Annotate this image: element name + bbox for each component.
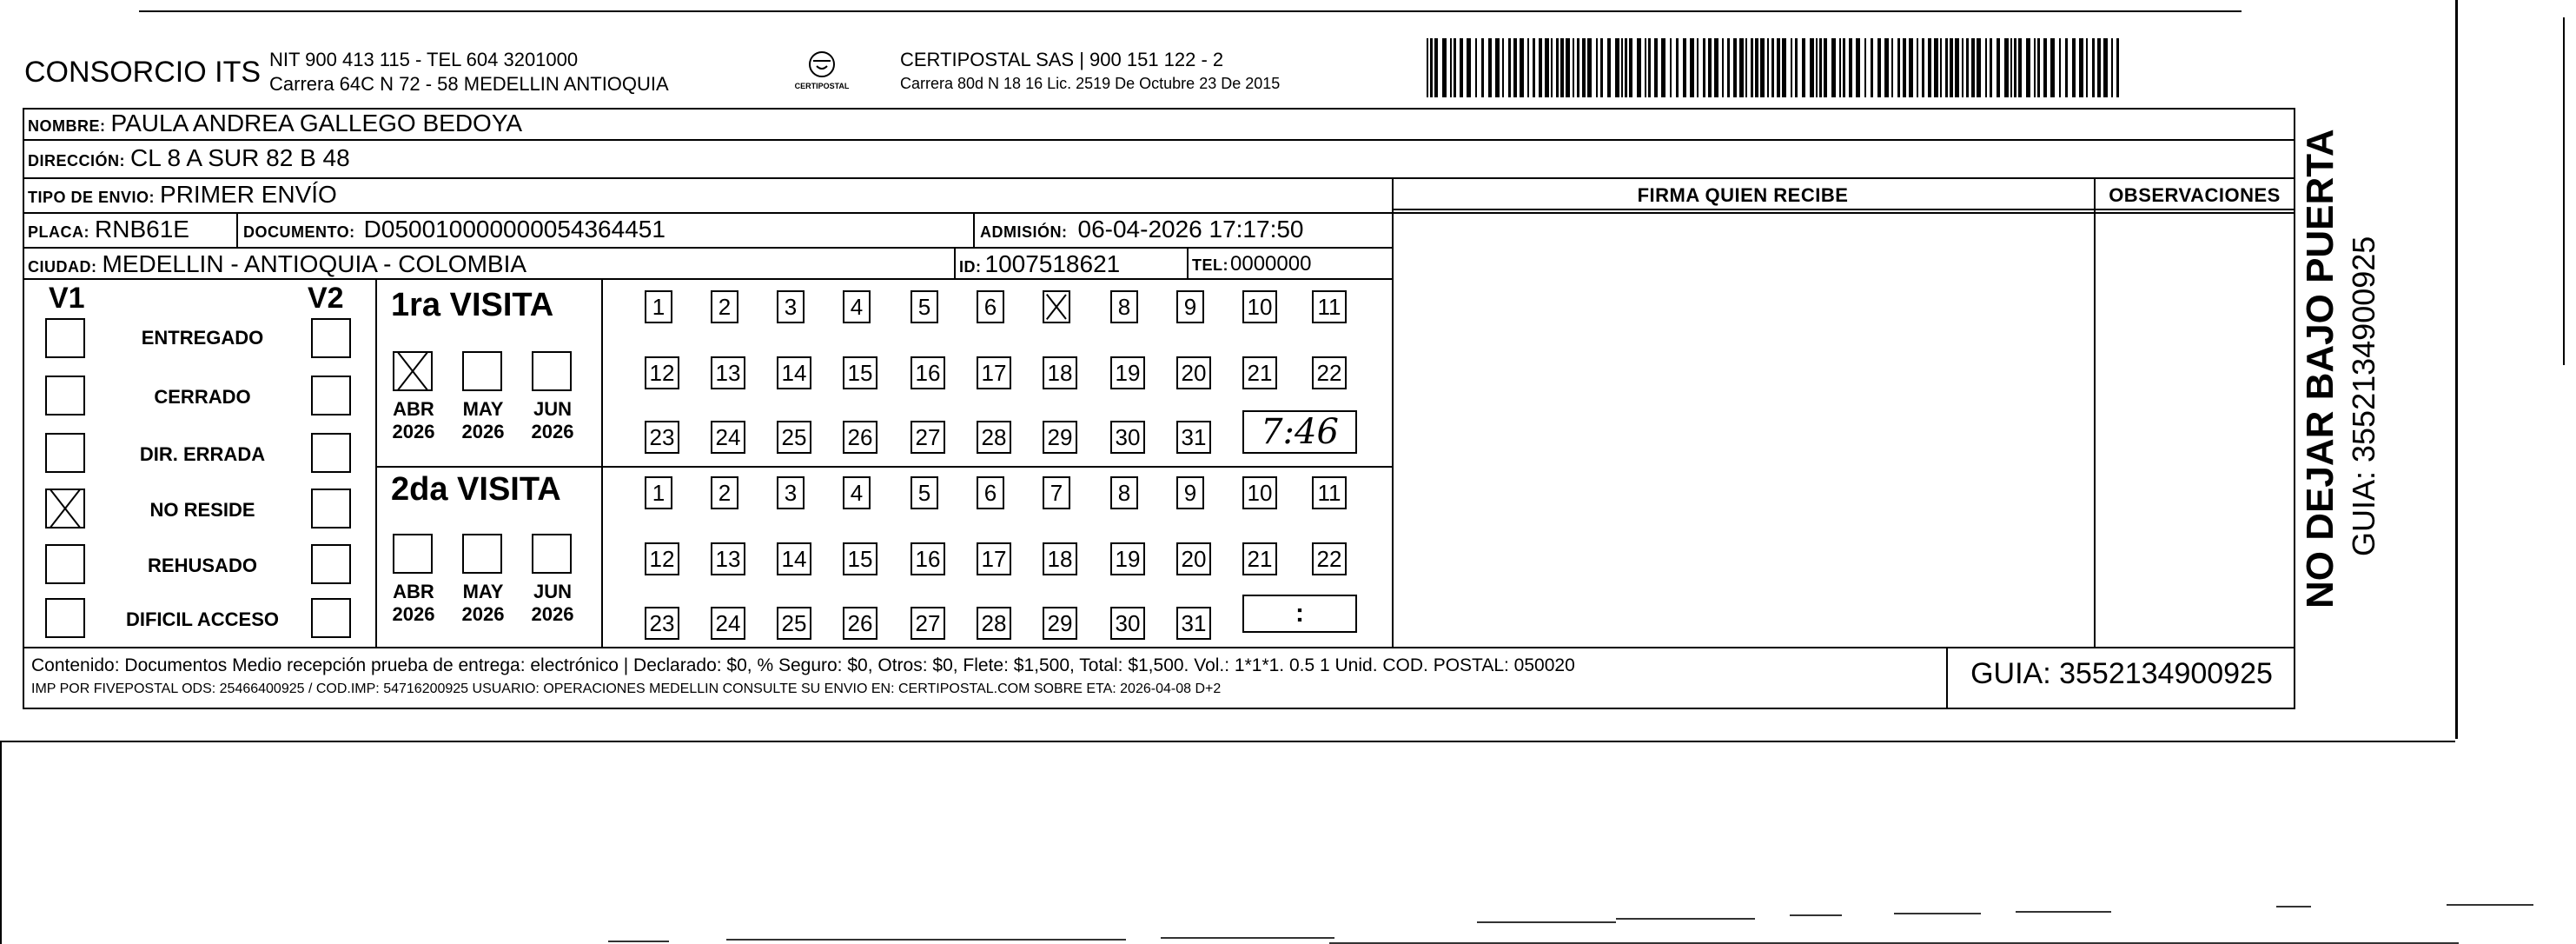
admission-value: 06-04-2026 17:17:50	[1077, 216, 1304, 243]
operator-line-1: CERTIPOSTAL SAS | 900 151 122 - 2	[900, 49, 1224, 70]
day-box[interactable]: 14	[777, 542, 811, 575]
day-box[interactable]: 31	[1176, 421, 1211, 454]
visit-divider-line	[375, 466, 1392, 468]
status-option-label: NO RESIDE	[149, 499, 255, 521]
day-box[interactable]: 8	[1110, 476, 1138, 509]
day-box[interactable]: 17	[977, 356, 1011, 389]
plate-value: RNB61E	[95, 216, 189, 243]
day-box[interactable]: 4	[843, 476, 871, 509]
barcode	[1427, 38, 2122, 97]
day-box[interactable]: 25	[777, 607, 811, 640]
day-box[interactable]: 6	[977, 290, 1004, 323]
day-box[interactable]: 16	[911, 356, 945, 389]
month-checkbox[interactable]	[532, 351, 572, 391]
v2-checkbox[interactable]	[311, 433, 351, 473]
footer-guide: GUIA: 3552134900925	[1970, 657, 2273, 690]
day-box[interactable]: 16	[911, 542, 945, 575]
day-box[interactable]: 11	[1312, 476, 1347, 509]
document-label: DOCUMENTO:	[243, 223, 355, 241]
tel-label: TEL:	[1192, 256, 1228, 274]
visit2-label: 2da VISITA	[391, 471, 561, 508]
observations-left-line	[2094, 177, 2096, 647]
day-box[interactable]: 18	[1043, 542, 1077, 575]
day-box[interactable]: 23	[645, 607, 679, 640]
v1-checkbox[interactable]	[45, 433, 85, 473]
shipment-type-label: TIPO DE ENVIO:	[28, 189, 156, 206]
day-box[interactable]: 28	[977, 421, 1011, 454]
scan-dash	[1616, 918, 1755, 920]
day-box[interactable]: 20	[1176, 542, 1211, 575]
day-box[interactable]: 3	[777, 290, 805, 323]
day-box[interactable]: 2	[711, 476, 738, 509]
lower-frame-left	[0, 741, 2, 944]
scan-dash	[2447, 904, 2533, 906]
admission-label: ADMISIÓN:	[980, 223, 1068, 241]
month-label: ABR 2026	[392, 398, 435, 442]
v2-checkbox[interactable]	[311, 318, 351, 358]
day-box[interactable]: 24	[711, 607, 745, 640]
v2-checkbox[interactable]	[311, 544, 351, 584]
cell-divider	[1187, 247, 1189, 278]
certipostal-logo	[787, 49, 857, 96]
day-box[interactable]: 5	[911, 290, 938, 323]
cell-divider	[973, 212, 975, 247]
status-right-line	[375, 278, 377, 647]
status-option-label: ENTREGADO	[141, 327, 264, 349]
day-box[interactable]: 6	[977, 476, 1004, 509]
city-field	[28, 250, 526, 278]
signature-header-line	[1392, 209, 2295, 210]
day-box[interactable]: 1	[645, 290, 672, 323]
shipment-type: PRIMER ENVÍO	[160, 181, 337, 208]
day-box[interactable]: 18	[1043, 356, 1077, 389]
company-line-1: NIT 900 413 115 - TEL 604 3201000	[269, 49, 579, 70]
month-checkbox[interactable]	[462, 534, 502, 574]
side-guide: GUIA: 3552134900925	[2346, 236, 2381, 556]
plate-field	[28, 216, 189, 243]
scan-dash	[726, 939, 1126, 941]
day-box[interactable]: 25	[777, 421, 811, 454]
month-label: ABR 2026	[392, 581, 435, 625]
visit1-time: 7:46	[1261, 412, 1339, 452]
day-box[interactable]: 14	[777, 356, 811, 389]
day-box[interactable]: 15	[843, 542, 877, 575]
day-box[interactable]: 12	[645, 356, 679, 389]
day-box[interactable]: 19	[1110, 542, 1145, 575]
v2-checkbox[interactable]	[311, 376, 351, 415]
status-option-label: DIR. ERRADA	[139, 443, 266, 465]
scan-dash	[1894, 913, 1981, 914]
day-box[interactable]: 13	[711, 542, 745, 575]
day-box[interactable]: 28	[977, 607, 1011, 640]
day-box[interactable]: 21	[1242, 542, 1277, 575]
document-value: D050010000000054364451	[363, 216, 666, 243]
day-box[interactable]: 12	[645, 542, 679, 575]
month-checkbox[interactable]	[462, 351, 502, 391]
top-border-line	[139, 10, 2242, 12]
day-box[interactable]: 5	[911, 476, 938, 509]
month-label: MAY 2026	[461, 581, 505, 625]
day-box[interactable]: 9	[1176, 476, 1204, 509]
day-box[interactable]: 17	[977, 542, 1011, 575]
row-divider	[23, 278, 1392, 280]
name-field	[28, 110, 522, 139]
tel-value: 0000000	[1230, 252, 1312, 276]
day-box[interactable]: 21	[1242, 356, 1277, 389]
day-box[interactable]: 31	[1176, 607, 1211, 640]
day-box[interactable]	[1043, 290, 1070, 323]
city-value: MEDELLIN - ANTIOQUIA - COLOMBIA	[102, 250, 527, 277]
day-box[interactable]: 22	[1312, 356, 1347, 389]
recipient-address: CL 8 A SUR 82 B 48	[130, 144, 350, 171]
footer-guide-line	[1946, 647, 1948, 709]
scan-dash	[1161, 937, 1334, 939]
day-box[interactable]: 4	[843, 290, 871, 323]
scan-dash	[2016, 911, 2111, 913]
lower-frame-top	[0, 741, 2455, 742]
scan-dash	[2276, 906, 2311, 907]
city-label: CIUDAD:	[28, 258, 97, 276]
day-box[interactable]: 9	[1176, 290, 1204, 323]
month-checkbox[interactable]	[393, 534, 433, 574]
day-box[interactable]: 1	[645, 476, 672, 509]
visit1-label: 1ra VISITA	[391, 287, 554, 323]
day-box[interactable]: 26	[843, 421, 877, 454]
visit2-time: :	[1295, 599, 1304, 628]
row-divider	[23, 177, 2294, 179]
day-box[interactable]: 8	[1110, 290, 1138, 323]
right-frame-line	[2455, 0, 2458, 739]
day-box[interactable]: 7	[1043, 476, 1070, 509]
address-field	[28, 144, 350, 172]
id-field	[959, 250, 1120, 278]
visit1-time-box[interactable]	[1242, 410, 1357, 454]
v2-header: V2	[308, 282, 344, 315]
day-box[interactable]: 24	[711, 421, 745, 454]
company-line-2: Carrera 64C N 72 - 58 MEDELLIN ANTIOQUIA	[269, 73, 669, 95]
day-box[interactable]: 22	[1312, 542, 1347, 575]
day-box[interactable]: 10	[1242, 290, 1277, 323]
row-divider	[23, 139, 2294, 141]
day-box[interactable]: 30	[1110, 421, 1145, 454]
recipient-name: PAULA ANDREA GALLEGO BEDOYA	[110, 110, 523, 136]
day-box[interactable]: 29	[1043, 421, 1077, 454]
v1-checkbox[interactable]	[45, 318, 85, 358]
status-option-label: CERRADO	[154, 386, 251, 408]
month-label: JUN 2026	[531, 398, 574, 442]
day-box[interactable]: 19	[1110, 356, 1145, 389]
id-label: ID:	[959, 258, 982, 276]
month-label: JUN 2026	[531, 581, 574, 625]
v2-checkbox[interactable]	[311, 598, 351, 638]
day-box[interactable]: 30	[1110, 607, 1145, 640]
month-checkbox[interactable]	[532, 534, 572, 574]
cell-divider	[236, 212, 238, 247]
tel-field	[1192, 252, 1311, 276]
cell-divider	[954, 247, 956, 278]
scan-dash	[1477, 921, 1616, 923]
v1-checkbox[interactable]	[45, 489, 85, 529]
company-name: CONSORCIO ITS	[24, 56, 262, 89]
day-box[interactable]: 13	[711, 356, 745, 389]
operator-line-2: Carrera 80d N 18 16 Lic. 2519 De Octubre 23 De 2015	[900, 75, 1281, 92]
footer-print-line: IMP POR FIVEPOSTAL ODS: 25466400925 / COD.IMP: 54716200925 USUARIO: OPERACIONES MEDELLIN CONSULTE SU ENVIO EN: CERTIPOSTAL.COM SOBRE ETA: 2026-04-08 D+2	[31, 681, 1222, 696]
day-box[interactable]: 27	[911, 421, 945, 454]
day-box[interactable]: 27	[911, 607, 945, 640]
scan-dash	[608, 941, 669, 942]
shipment-type-field	[28, 181, 337, 209]
day-box[interactable]: 23	[645, 421, 679, 454]
v1-checkbox[interactable]	[45, 544, 85, 584]
scan-dash	[1790, 914, 1842, 916]
v2-checkbox[interactable]	[311, 489, 351, 529]
observations-label: OBSERVACIONES	[2109, 184, 2281, 206]
logo-text: CERTIPOSTAL	[794, 82, 850, 90]
row-divider	[23, 212, 2295, 214]
day-box[interactable]: 10	[1242, 476, 1277, 509]
day-box[interactable]: 29	[1043, 607, 1077, 640]
footer-top-line	[23, 647, 2295, 648]
status-option-label: DIFICIL ACCESO	[125, 608, 279, 630]
far-right-edge-line	[2563, 17, 2565, 365]
id-value: 1007518621	[984, 250, 1121, 277]
month-checkbox[interactable]	[393, 351, 433, 391]
months-right-line	[601, 278, 603, 647]
v1-header: V1	[49, 282, 85, 315]
address-label: DIRECCIÓN:	[28, 152, 125, 170]
footer-content-line: Contenido: Documentos Medio recepción prueba de entrega: electrónico | Declarado: $0, % Seguro: $0, Otros: $0, Flete: $1,500, Total: $1,500. Vol.: 1*1*1. 0.5 1 Unid. COD. POSTAL: 050020	[31, 655, 1575, 675]
day-box[interactable]: 2	[711, 290, 738, 323]
day-box[interactable]: 15	[843, 356, 877, 389]
plate-label: PLACA:	[28, 223, 89, 241]
name-label: NOMBRE:	[28, 117, 106, 135]
signature-label: FIRMA QUIEN RECIBE	[1637, 184, 1849, 206]
v1-checkbox[interactable]	[45, 598, 85, 638]
day-box[interactable]: 11	[1312, 290, 1347, 323]
signature-left-line	[1392, 177, 1394, 647]
side-warning: NO DEJAR BAJO PUERTA	[2299, 129, 2341, 608]
visit2-time-box[interactable]	[1242, 595, 1357, 633]
month-label: MAY 2026	[461, 398, 505, 442]
v1-checkbox[interactable]	[45, 376, 85, 415]
day-box[interactable]: 20	[1176, 356, 1211, 389]
status-option-label: REHUSADO	[148, 555, 257, 576]
document-field	[243, 216, 666, 243]
day-box[interactable]: 26	[843, 607, 877, 640]
admission-field	[980, 216, 1304, 243]
day-box[interactable]: 3	[777, 476, 805, 509]
